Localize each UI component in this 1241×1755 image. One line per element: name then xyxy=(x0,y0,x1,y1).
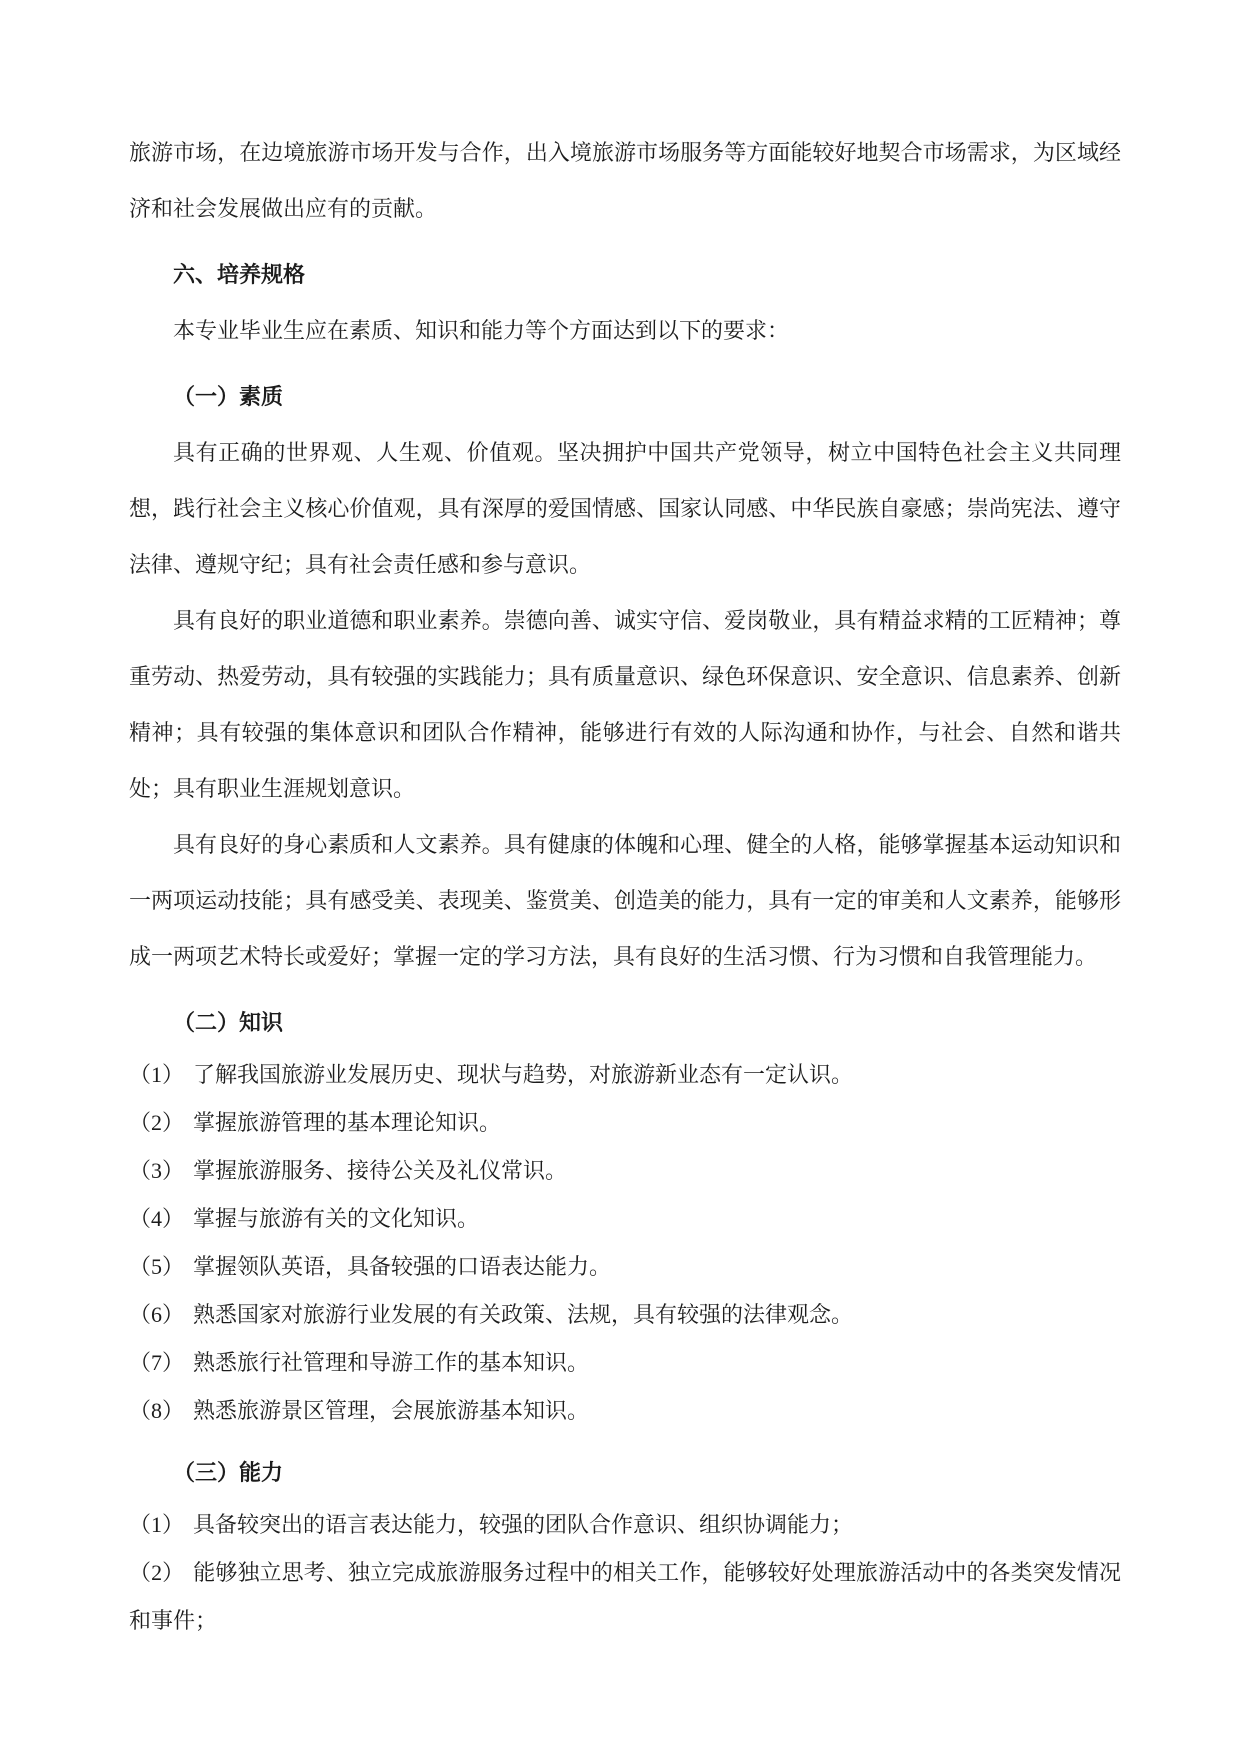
continuation-paragraph: 旅游市场，在边境旅游市场开发与合作，出入境旅游市场服务等方面能较好地契合市场需求，为区域经济和社会发展做出应有的贡献。 xyxy=(129,140,1121,221)
item-number: （8） xyxy=(129,1398,185,1423)
item-number: （3） xyxy=(129,1158,185,1183)
knowledge-item-3 xyxy=(129,1147,1121,1195)
knowledge-item-1 xyxy=(129,1051,1121,1099)
knowledge-item-5 xyxy=(129,1243,1121,1291)
subsection-heading-quality: （一）素质 xyxy=(173,384,284,409)
subsection-heading-ability: （三）能力 xyxy=(173,1460,284,1485)
section-intro-paragraph: 本专业毕业生应在素质、知识和能力等个方面达到以下的要求： xyxy=(173,318,790,343)
quality-paragraph-2: 具有良好的职业道德和职业素养。崇德向善、诚实守信、爱岗敬业，具有精益求精的工匠精神；尊重劳动、热爱劳动，具有较强的实践能力；具有质量意识、绿色环保意识、安全意识、信息素养、创新精神；具有较强的集体意识和团队合作精神，能够进行有效的人际沟通和协作，与社会、自然和谐共处；具有职业生涯规划意识。 xyxy=(129,608,1121,801)
ability-item-1 xyxy=(129,1501,1121,1549)
knowledge-item-6 xyxy=(129,1291,1121,1339)
knowledge-item-4 xyxy=(129,1195,1121,1243)
item-text: 熟悉国家对旅游行业发展的有关政策、法规，具有较强的法律观念。 xyxy=(193,1302,854,1327)
item-text: 能够独立思考、独立完成旅游服务过程中的相关工作，能够较好处理旅游活动中的各类突发情况和事件； xyxy=(129,1560,1121,1633)
item-number: （1） xyxy=(129,1062,185,1087)
item-text: 掌握旅游管理的基本理论知识。 xyxy=(193,1110,502,1135)
item-text: 了解我国旅游业发展历史、现状与趋势，对旅游新业态有一定认识。 xyxy=(193,1062,854,1087)
item-number: （2） xyxy=(129,1110,185,1135)
item-number: （6） xyxy=(129,1302,185,1327)
item-number: （5） xyxy=(129,1254,185,1279)
knowledge-item-8 xyxy=(129,1387,1121,1435)
knowledge-item-7 xyxy=(129,1339,1121,1387)
section-heading-cultivation-specs: 六、培养规格 xyxy=(173,262,306,287)
knowledge-item-2 xyxy=(129,1099,1121,1147)
subsection-heading-knowledge: （二）知识 xyxy=(173,1010,284,1035)
item-text: 掌握与旅游有关的文化知识。 xyxy=(193,1206,480,1231)
item-number: （1） xyxy=(129,1512,185,1537)
item-number: （7） xyxy=(129,1350,185,1375)
item-number: （4） xyxy=(129,1206,185,1231)
item-text: 掌握领队英语，具备较强的口语表达能力。 xyxy=(193,1254,612,1279)
quality-paragraph-1: 具有正确的世界观、人生观、价值观。坚决拥护中国共产党领导，树立中国特色社会主义共同理想，践行社会主义核心价值观，具有深厚的爱国情感、国家认同感、中华民族自豪感；崇尚宪法、遵守法律、遵规守纪；具有社会责任感和参与意识。 xyxy=(129,440,1121,577)
item-text: 具备较突出的语言表达能力，较强的团队合作意识、组织协调能力； xyxy=(193,1512,854,1537)
item-number: （2） xyxy=(129,1560,185,1585)
item-text: 掌握旅游服务、接待公关及礼仪常识。 xyxy=(193,1158,568,1183)
item-text: 熟悉旅游景区管理，会展旅游基本知识。 xyxy=(193,1398,590,1423)
document-content xyxy=(129,125,1121,1645)
quality-paragraph-3: 具有良好的身心素质和人文素养。具有健康的体魄和心理、健全的人格，能够掌握基本运动知识和一两项运动技能；具有感受美、表现美、鉴赏美、创造美的能力，具有一定的审美和人文素养，能够形成一两项艺术特长或爱好；掌握一定的学习方法，具有良好的生活习惯、行为习惯和自我管理能力。 xyxy=(129,832,1121,969)
item-text: 熟悉旅行社管理和导游工作的基本知识。 xyxy=(193,1350,590,1375)
ability-item-2 xyxy=(129,1549,1121,1645)
